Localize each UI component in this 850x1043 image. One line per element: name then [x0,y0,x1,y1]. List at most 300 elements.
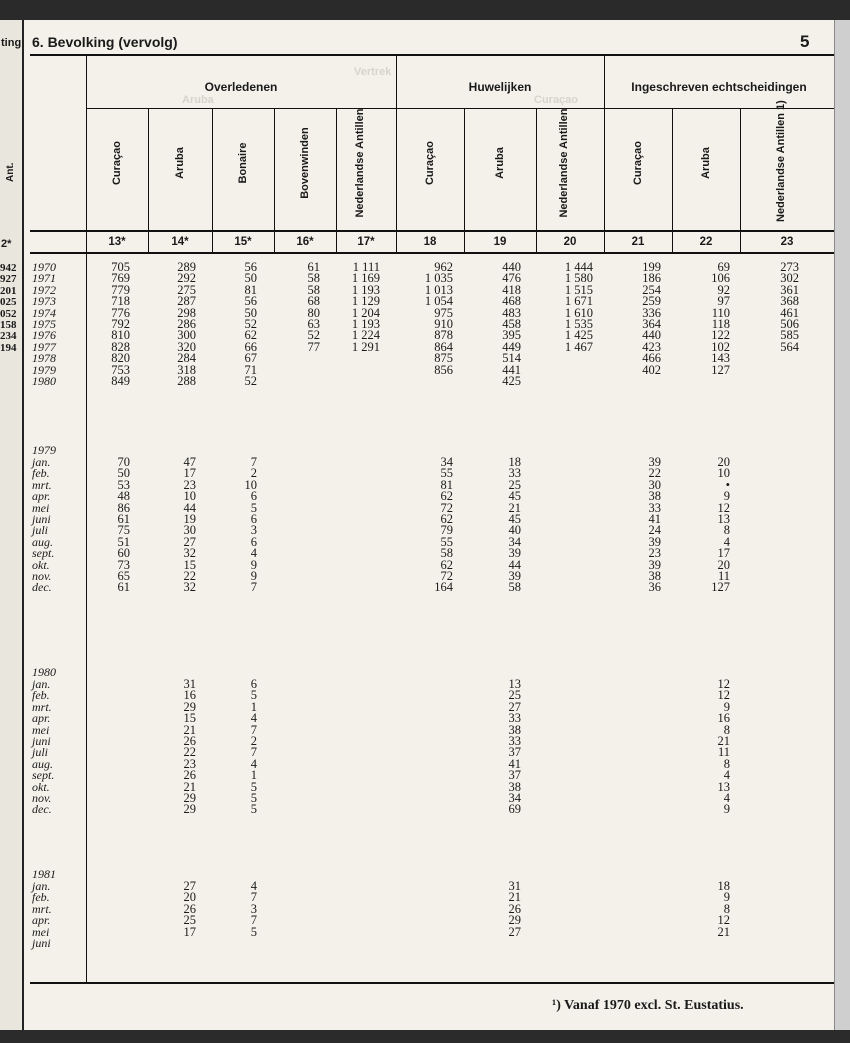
table-cell: 62 [440,557,453,572]
column-number: 13* [108,236,126,248]
col-divider [336,108,337,254]
table-cell: 284 [177,351,196,366]
column-number: 20 [563,236,577,248]
row-label: mrt. [32,699,52,714]
table-cell: 38 [648,489,661,504]
table-cell: 26 [183,901,196,916]
prev-page-value: 201 [0,284,17,297]
table-cell: 9 [723,890,730,905]
table-cell: 164 [434,580,453,595]
table-cell: 289 [177,260,196,274]
column-header: Aruba [700,147,712,179]
table-cell: 4 [250,879,257,893]
section-title: 6. Bevolking (vervolg) [32,34,178,50]
table-cell: 65 [117,569,130,583]
table-cell: 449 [502,339,521,354]
table-cell: 6 [250,489,257,504]
table-cell: 23 [648,546,661,561]
table-cell: 466 [642,351,661,366]
table-cell: 12 [717,688,730,703]
table-cell: 910 [434,317,453,331]
table-cell: 33 [508,711,521,726]
table-cell: 7 [250,722,257,737]
table-cell: 287 [177,294,196,309]
table-cell: 1 013 [424,282,453,297]
table-cell: 6 [250,512,257,526]
table-cell: 254 [642,282,661,297]
table-cell: 423 [642,339,661,354]
column-header: Aruba [174,147,186,179]
col-divider [740,108,741,254]
row-label: 1973 [32,294,56,309]
table-cell: 4 [250,711,257,726]
table-cell: 8 [723,901,730,916]
column-number: 17* [357,236,375,248]
table-cell: 483 [502,305,521,320]
block-year-label: 1979 [32,443,56,457]
column-header: Aruba [494,147,506,179]
table-cell: 705 [111,260,130,274]
table-cell: 9 [250,557,257,572]
row-label: 1980 [32,374,56,388]
table-cell: 29 [183,791,196,805]
table-cell: 9 [723,489,730,504]
table-cell: 1 535 [564,317,593,331]
table-cell: 506 [780,317,799,331]
table-cell: 1 224 [351,328,380,343]
table-cell: 402 [642,362,661,377]
table-cell: 776 [111,305,130,320]
table-cell: 21 [183,722,196,737]
table-cell: 33 [508,466,521,481]
row-label: mei [32,722,50,737]
prev-page-value: 194 [0,341,17,354]
table-cell: 81 [440,477,453,492]
table-cell: 110 [711,305,730,320]
footnote: ¹) Vanaf 1970 excl. St. Eustatius. [552,998,744,1013]
table-cell: 7 [250,455,257,469]
table-cell: 97 [717,294,730,309]
table-cell: 718 [111,294,130,309]
table-cell: 34 [508,534,521,549]
table-cell: 61 [117,512,130,526]
table-cell: 58 [440,546,453,561]
table-cell: 975 [434,305,453,320]
table-cell: 828 [111,339,130,354]
table-cell: 292 [177,271,196,286]
table-cell: 106 [711,271,730,286]
table-cell: 1 193 [351,282,380,297]
col-divider [212,108,213,254]
column-number: 19 [493,236,507,248]
prev-page-fragment: ting [1,37,22,49]
table-cell: 62 [440,512,453,526]
table-cell: 9 [250,569,257,583]
table-cell: 73 [117,557,130,572]
page-edge [834,20,850,1043]
table-cell: 19 [183,512,196,526]
row-label: mrt. [32,901,52,916]
table-cell: 69 [717,260,730,274]
table-cell: 31 [183,677,196,691]
table-cell: 1 129 [351,294,380,309]
row-label: feb. [32,890,50,905]
table-cell: 1 [250,768,257,783]
table-cell: 364 [642,317,661,331]
row-label: nov. [32,791,52,805]
table-cell: 21 [717,924,730,939]
table-cell: 1 [250,699,257,714]
table-cell: 810 [111,328,130,343]
table-cell: 849 [111,374,130,388]
column-header: Curaçao [424,140,436,186]
row-label: jan. [32,455,51,469]
table-cell: 36 [648,580,661,595]
table-cell: 17 [183,924,196,939]
table-cell: 22 [183,745,196,760]
table-cell: 58 [307,282,320,297]
table-cell: 45 [508,512,521,526]
table-cell: 9 [723,699,730,714]
table-cell: 875 [434,351,453,366]
row-label: sept. [32,768,55,783]
table-cell: 23 [183,756,196,771]
row-label: aug. [32,756,53,771]
column-number: 23 [780,236,794,248]
table-cell: 44 [183,500,196,515]
table-cell: 15 [183,711,196,726]
column-header: Curaçao [111,140,123,186]
table-cell: 856 [434,362,453,377]
table-cell: 468 [502,294,521,309]
prev-page-value: 052 [0,307,17,320]
table-cell: 13 [717,512,730,526]
table-cell: 63 [307,317,320,331]
table-cell: 21 [183,779,196,794]
page-number: 5 [800,32,810,51]
table-cell: 2 [250,734,257,748]
table-cell: 40 [508,523,521,538]
table-cell: 47 [183,455,196,469]
table-cell: 4 [723,791,730,805]
table-cell: 37 [508,768,521,783]
row-label: okt. [32,557,50,572]
table-cell: 56 [244,260,257,274]
table-cell: 31 [508,879,521,893]
table-cell: 17 [183,466,196,481]
col-divider [464,108,465,254]
table-cell: 118 [711,317,730,331]
table-cell: 26 [183,734,196,748]
table-cell: 1 610 [564,305,593,320]
table-cell: 564 [780,339,799,354]
table-cell: 20 [717,557,730,572]
table-cell: 5 [250,802,257,817]
table-cell: 39 [648,534,661,549]
table-cell: 61 [117,580,130,595]
scan-top-border [0,0,850,20]
table-cell: 1 169 [351,271,380,286]
table-cell: 585 [780,328,799,343]
col-divider [274,108,275,254]
table-cell: 4 [250,756,257,771]
table-cell: 68 [307,294,320,309]
table-cell: 3 [250,901,257,916]
table-cell: 12 [717,500,730,515]
table-cell: 41 [648,512,661,526]
table-cell: 3 [250,523,257,538]
table-cell: 58 [508,580,521,595]
table-cell: 18 [717,879,730,893]
table-cell: 4 [723,768,730,783]
table-cell: 820 [111,351,130,366]
table-cell: 461 [780,305,799,320]
table-cell: 10 [717,466,730,481]
table-cell: 16 [183,688,196,703]
table-cell: 51 [117,534,130,549]
table-cell: 39 [508,569,521,583]
row-label: jan. [32,677,51,691]
table-cell: 32 [183,546,196,561]
table-cell: 16 [717,711,730,726]
table-cell: 39 [508,546,521,561]
column-number: 21 [631,236,645,248]
table-bottom-rule [30,982,834,984]
table-top-rule [30,54,834,56]
column-number: 15* [234,236,252,248]
row-label: nov. [32,569,52,583]
table-cell: 48 [117,489,130,504]
row-label: 1970 [32,260,56,274]
previous-page-strip [0,20,24,1043]
table-cell: 2 [250,466,257,481]
table-cell: 26 [508,901,521,916]
table-cell: 1 444 [564,260,593,274]
prev-page-value: 942 [0,262,17,274]
table-cell: 69 [508,802,521,817]
table-cell: 8 [723,756,730,771]
table-cell: 1 671 [564,294,593,309]
table-cell: 122 [711,328,730,343]
table-cell: 55 [440,534,453,549]
table-cell: • [725,477,730,492]
colnum-bottom-rule [30,252,834,254]
table-cell: 288 [177,374,196,388]
table-cell: 18 [508,455,521,469]
row-label: juni [32,512,51,526]
table-cell: 779 [111,282,130,297]
table-cell: 127 [711,362,730,377]
document-page [24,20,834,1030]
table-cell: 45 [508,489,521,504]
table-cell: 30 [183,523,196,538]
row-label: apr. [32,913,51,928]
table-cell: 320 [177,339,196,354]
table-cell: 44 [508,557,521,572]
table-cell: 61 [307,260,320,274]
column-header: Bovenwinden [299,127,311,199]
row-label: sept. [32,546,55,561]
table-cell: 12 [717,913,730,928]
table-cell: 33 [648,500,661,515]
table-cell: 15 [183,557,196,572]
prev-page-value: 025 [0,296,17,309]
table-cell: 56 [244,294,257,309]
row-label: 1971 [32,271,56,286]
table-cell: 275 [177,282,196,297]
column-number: 16* [296,236,314,248]
table-cell: 41 [508,756,521,771]
table-cell: 5 [250,779,257,794]
table-cell: 23 [183,477,196,492]
table-cell: 50 [117,466,130,481]
table-cell: 6 [250,534,257,549]
table-cell: 27 [508,699,521,714]
table-cell: 5 [250,791,257,805]
column-number: 14* [171,236,189,248]
table-cell: 21 [508,890,521,905]
table-cell: 27 [183,879,196,893]
table-cell: 9 [723,802,730,817]
table-cell: 71 [244,362,257,377]
table-cell: 864 [434,339,453,354]
table-cell: 21 [508,500,521,515]
row-label: juli [32,523,49,538]
row-label: aug. [32,534,53,549]
table-cell: 72 [440,569,453,583]
table-cell: 39 [648,557,661,572]
column-header: Nederlandse Antillen [558,108,570,218]
table-cell: 75 [117,523,130,538]
table-cell: 27 [183,534,196,549]
table-cell: 38 [508,722,521,737]
table-cell: 92 [717,282,730,297]
column-header: Bonaire [237,142,249,184]
row-label: apr. [32,711,51,726]
table-cell: 1 580 [564,271,593,286]
row-label: jan. [32,879,51,893]
table-cell: 8 [723,722,730,737]
table-cell: 127 [711,580,730,595]
table-cell: 62 [440,489,453,504]
row-label: dec. [32,580,52,595]
table-cell: 80 [307,305,320,320]
table-cell: 29 [183,699,196,714]
row-label: juni [32,734,51,748]
table-cell: 441 [502,362,521,377]
table-cell: 25 [508,477,521,492]
table-cell: 58 [307,271,320,286]
row-label: 1974 [32,305,56,320]
table-cell: 20 [183,890,196,905]
table-cell: 60 [117,546,130,561]
row-label: feb. [32,688,50,703]
table-cell: 368 [780,294,799,309]
prev-page-value: 158 [0,319,17,331]
block-year-label: 1981 [32,867,56,881]
table-cell: 32 [183,580,196,595]
row-label: okt. [32,779,50,794]
table-cell: 199 [642,260,661,274]
table-cell: 476 [502,271,521,286]
table-cell: 10 [183,489,196,504]
table-cell: 259 [642,294,661,309]
table-cell: 143 [711,351,730,366]
table-cell: 25 [508,688,521,703]
group-huwelijken: Huwelijken [468,80,532,94]
table-cell: 1 467 [564,339,593,354]
group-overledenen: Overledenen [204,80,278,94]
column-number: 18 [423,236,437,248]
table-cell: 8 [723,523,730,538]
table-cell: 395 [502,328,521,343]
table-cell: 792 [111,317,130,331]
table-cell: 11 [717,569,730,583]
table-cell: 1 111 [352,260,380,274]
col-divider [148,108,149,254]
table-cell: 1 193 [351,317,380,331]
group-rule [86,108,834,109]
table-cell: 336 [642,305,661,320]
table-cell: 102 [711,339,730,354]
table-cell: 7 [250,580,257,595]
table-cell: 1 204 [351,305,380,320]
row-label: dec. [32,802,52,817]
bleed-through: Vertrek [354,66,392,78]
prev-page-col-num: 2* [1,238,12,250]
row-label: mrt. [32,477,52,492]
table-cell: 6 [250,677,257,691]
table-cell: 4 [250,546,257,561]
column-number: 22 [699,236,713,248]
table-cell: 1 291 [351,339,380,354]
bleed-through: Aruba [182,94,214,106]
table-cell: 286 [177,317,196,331]
table-cell: 302 [780,271,799,286]
table-cell: 22 [183,569,196,583]
col-divider [672,108,673,254]
table-cell: 20 [717,455,730,469]
column-header: Nederlandse Antillen 1) [775,100,787,222]
row-label: 1977 [32,339,56,354]
table-cell: 39 [648,455,661,469]
table-cell: 12 [717,677,730,691]
row-label: 1975 [32,317,56,331]
table-cell: 25 [183,913,196,928]
table-cell: 5 [250,688,257,703]
table-cell: 425 [502,374,521,388]
table-cell: 72 [440,500,453,515]
table-cell: 1 515 [564,282,593,297]
column-header: Nederlandse Antillen [354,108,366,218]
row-label: 1976 [32,328,56,343]
table-cell: 24 [648,523,661,538]
table-cell: 67 [244,351,257,366]
table-cell: 26 [183,768,196,783]
table-cell: 7 [250,913,257,928]
table-cell: 962 [434,260,453,274]
table-cell: 66 [244,339,257,354]
table-cell: 13 [717,779,730,794]
table-cell: 86 [117,500,130,515]
table-cell: 29 [508,913,521,928]
table-cell: 30 [648,477,661,492]
table-cell: 458 [502,317,521,331]
table-cell: 4 [723,534,730,549]
table-cell: 440 [642,328,661,343]
table-cell: 514 [502,351,521,366]
table-cell: 52 [244,374,257,388]
